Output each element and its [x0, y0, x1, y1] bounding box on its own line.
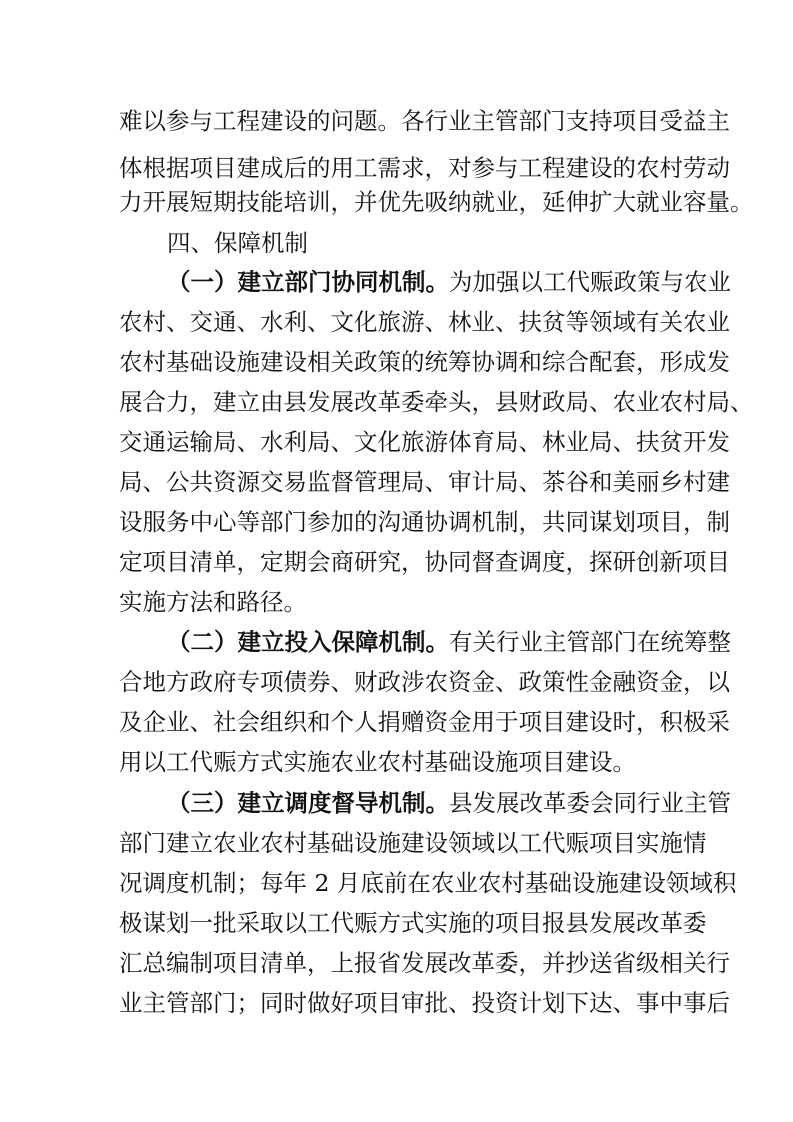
subsection-title: （三）建立调度督导机制。 — [167, 789, 449, 817]
body-line: 农村、交通、水利、文化旅游、林业、扶贫等领域有关农业 — [119, 308, 730, 336]
body-line: 实施方法和路径。 — [119, 588, 307, 616]
subsection-text: 有关行业主管部门在统筹整 — [449, 628, 731, 656]
body-line: 局、公共资源交易监督管理局、审计局、茶谷和美丽乡村建 — [119, 468, 730, 496]
body-line: 交通运输局、水利局、文化旅游体育局、林业局、扶贫开发 — [119, 428, 730, 456]
subsection-first-line — [167, 267, 731, 297]
body-line: 及企业、社会组织和个人捐赠资金用于项目建设时，积极采 — [119, 708, 730, 736]
body-line: 定项目清单，定期会商研究，协同督查调度，探研创新项目 — [119, 548, 730, 576]
subsection-first-line — [167, 788, 731, 818]
body-line: 况调度机制；每年 2 月底前在农业农村基础设施建设领域积 — [119, 869, 737, 897]
subsection-text: 为加强以工代赈政策与农业 — [449, 268, 731, 296]
body-line: 难以参与工程建设的问题。各行业主管部门支持项目受益主 — [119, 107, 730, 135]
body-line: 业主管部门；同时做好项目审批、投资计划下达、事中事后 — [119, 989, 730, 1017]
body-line: 设服务中心等部门参加的沟通协调机制，共同谋划项目，制 — [119, 508, 730, 536]
subsection-first-line — [167, 627, 731, 657]
body-line: 体根据项目建成后的用工需求，对参与工程建设的农村劳动 — [119, 154, 730, 182]
subsection-title: （二）建立投入保障机制。 — [167, 628, 449, 656]
body-line: 展合力，建立由县发展改革委牵头，县财政局、农业农村局、 — [119, 388, 754, 416]
subsection-text: 县发展改革委会同行业主管 — [449, 789, 731, 817]
subsection-title: （一）建立部门协同机制。 — [167, 268, 449, 296]
body-line: 极谋划一批采取以工代赈方式实施的项目报县发展改革委 — [119, 909, 707, 937]
body-line: 力开展短期技能培训，并优先吸纳就业，延伸扩大就业容量。 — [119, 188, 754, 216]
body-line: 用以工代赈方式实施农业农村基础设施项目建设。 — [119, 748, 636, 776]
body-line: 部门建立农业农村基础设施建设领域以工代赈项目实施情 — [119, 829, 707, 857]
body-line: 汇总编制项目清单，上报省发展改革委，并抄送省级相关行 — [119, 949, 730, 977]
body-line: 农村基础设施建设相关政策的统筹协调和综合配套，形成发 — [119, 348, 730, 376]
section-heading: 四、保障机制 — [167, 229, 308, 257]
body-line: 合地方政府专项债券、财政涉农资金、政策性金融资金，以 — [119, 668, 730, 696]
